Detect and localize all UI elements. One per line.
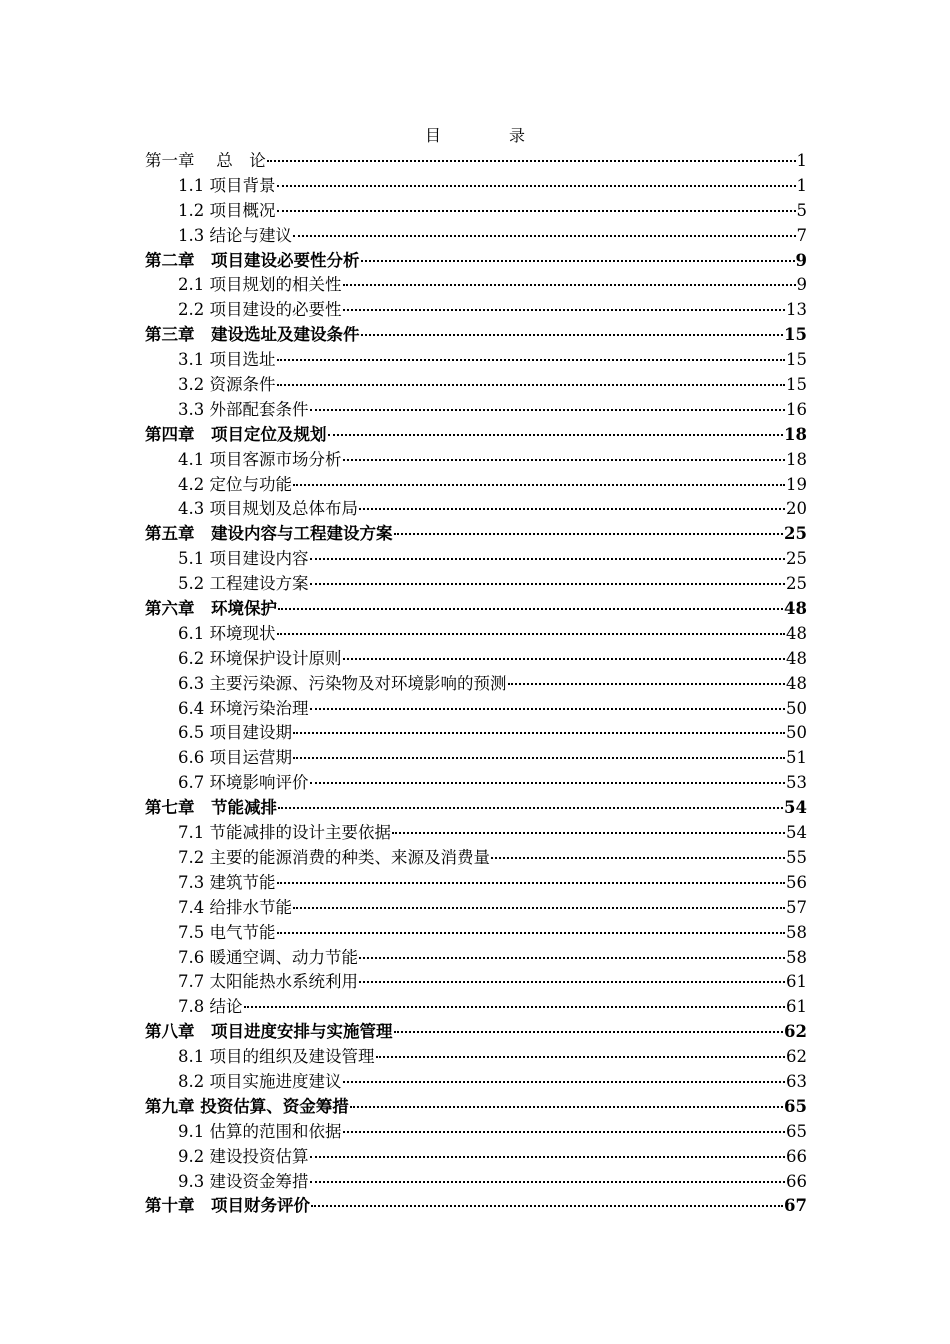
toc-entry-label: 7.1 节能减排的设计主要依据: [178, 823, 391, 843]
toc-entry-label: 第十章 项目财务评价: [145, 1196, 310, 1216]
dot-leader: [310, 405, 786, 411]
toc-entry-page-number: 55: [786, 847, 807, 867]
toc-entry-label: 第九章 投资估算、资金筹措: [145, 1096, 349, 1116]
toc-chapter-entry[interactable]: [145, 597, 807, 622]
toc-entry-label: 第七章 节能减排: [145, 798, 277, 818]
toc-entry-label: 9.2 建设投资估算: [178, 1146, 309, 1166]
dot-leader: [310, 778, 786, 784]
toc-chapter-entry[interactable]: [145, 1020, 807, 1045]
toc-entry-label: 8.2 项目实施进度建议: [178, 1071, 342, 1091]
toc-entry-label: 4.2 定位与功能: [178, 474, 292, 494]
toc-chapter-entry[interactable]: [145, 522, 807, 547]
dot-leader: [277, 878, 786, 884]
toc-entry-label: 9.3 建设资金筹措: [178, 1171, 309, 1191]
toc-entry-page-number: 58: [786, 922, 807, 942]
dot-leader: [293, 753, 785, 759]
toc-entry-page-number: 18: [786, 449, 807, 469]
dot-leader: [491, 853, 785, 859]
toc-entry-page-number: 25: [786, 549, 807, 569]
toc-entry-page-number: 15: [784, 325, 807, 345]
toc-entry-page-number: 67: [784, 1196, 807, 1216]
toc-section-entry[interactable]: [145, 473, 807, 498]
toc-entry-page-number: 54: [786, 823, 807, 843]
toc-entry-label: 6.1 环境现状: [178, 623, 276, 643]
toc-entry-label: 第一章 总 论: [145, 151, 266, 170]
toc-chapter-entry[interactable]: [145, 423, 807, 448]
toc-section-entry[interactable]: [145, 846, 807, 871]
toc-entry-page-number: 48: [784, 599, 807, 619]
toc-entry-page-number: 50: [786, 723, 807, 743]
toc-entry-page-number: 61: [786, 997, 807, 1017]
toc-entry-label: 第五章 建设内容与工程建设方案: [145, 524, 393, 544]
toc-entry-label: 第三章 建设选址及建设条件: [145, 325, 360, 345]
toc-entry-label: 7.6 暖通空调、动力节能: [178, 947, 358, 967]
dot-leader: [359, 504, 785, 510]
dot-leader: [267, 156, 796, 162]
dot-leader: [278, 803, 783, 809]
toc-section-entry[interactable]: [145, 970, 807, 995]
toc-entry-label: 7.8 结论: [178, 997, 243, 1017]
toc-entry-page-number: 62: [786, 1047, 807, 1067]
toc-section-entry[interactable]: [145, 771, 807, 796]
toc-section-entry[interactable]: [145, 1045, 807, 1070]
toc-entry-page-number: 53: [786, 773, 807, 793]
dot-leader: [508, 679, 786, 685]
toc-section-entry[interactable]: [145, 298, 807, 323]
table-of-contents: [145, 149, 807, 1219]
toc-section-entry[interactable]: [145, 1070, 807, 1095]
toc-entry-label: 3.3 外部配套条件: [178, 399, 309, 419]
toc-section-entry[interactable]: [145, 697, 807, 722]
toc-section-entry[interactable]: [145, 398, 807, 423]
toc-chapter-entry[interactable]: [145, 149, 807, 174]
toc-entry-page-number: 63: [786, 1071, 807, 1091]
toc-section-entry[interactable]: [145, 572, 807, 597]
dot-leader: [310, 554, 786, 560]
toc-entry-page-number: 9: [795, 250, 807, 270]
toc-section-entry[interactable]: [145, 373, 807, 398]
dot-leader: [293, 728, 785, 734]
toc-entry-page-number: 25: [784, 524, 807, 544]
toc-section-entry[interactable]: [145, 497, 807, 522]
toc-chapter-entry[interactable]: [145, 796, 807, 821]
toc-section-entry[interactable]: [145, 946, 807, 971]
toc-entry-label: 6.4 环境污染治理: [178, 698, 309, 718]
toc-entry-page-number: 18: [784, 424, 807, 444]
toc-title: 目 录: [424, 126, 551, 145]
toc-section-entry[interactable]: [145, 199, 807, 224]
toc-entry-page-number: 65: [786, 1121, 807, 1141]
toc-entry-page-number: 50: [786, 698, 807, 718]
toc-entry-label: 7.3 建筑节能: [178, 872, 276, 892]
toc-entry-page-number: 20: [786, 499, 807, 519]
toc-entry-label: 第二章 项目建设必要性分析: [145, 250, 360, 270]
dot-leader: [394, 1027, 784, 1033]
toc-section-entry[interactable]: [145, 348, 807, 373]
toc-entry-page-number: 56: [786, 872, 807, 892]
toc-entry-label: 6.3 主要污染源、污染物及对环境影响的预测: [178, 673, 507, 693]
dot-leader: [311, 1201, 783, 1207]
toc-entry-label: 6.5 项目建设期: [178, 723, 292, 743]
toc-section-entry[interactable]: [145, 448, 807, 473]
dot-leader: [277, 355, 786, 361]
toc-entry-page-number: 48: [786, 648, 807, 668]
dot-leader: [278, 604, 783, 610]
toc-entry-page-number: 61: [786, 972, 807, 992]
toc-entry-page-number: 15: [786, 350, 807, 370]
toc-chapter-entry[interactable]: [145, 249, 807, 274]
toc-entry-label: 3.1 项目选址: [178, 350, 276, 370]
toc-entry-page-number: 5: [796, 200, 807, 220]
toc-entry-page-number: 65: [784, 1096, 807, 1116]
toc-entry-page-number: 1: [796, 175, 807, 195]
dot-leader: [277, 629, 786, 635]
toc-entry-label: 6.2 环境保护设计原则: [178, 648, 342, 668]
toc-entry-label: 8.1 项目的组织及建设管理: [178, 1047, 375, 1067]
dot-leader: [310, 1177, 786, 1183]
toc-entry-label: 1.1 项目背景: [178, 175, 276, 195]
toc-entry-page-number: 48: [786, 623, 807, 643]
dot-leader: [376, 1052, 786, 1058]
toc-entry-page-number: 15: [786, 375, 807, 395]
toc-chapter-entry[interactable]: [145, 323, 807, 348]
dot-leader: [277, 380, 786, 386]
toc-section-entry[interactable]: [145, 1120, 807, 1145]
dot-leader: [394, 529, 784, 535]
toc-entry-page-number: 1: [796, 151, 807, 170]
toc-entry-page-number: 9: [796, 275, 807, 295]
toc-entry-page-number: 13: [786, 300, 807, 320]
toc-section-entry[interactable]: [145, 174, 807, 199]
toc-entry-label: 5.1 项目建设内容: [178, 549, 309, 569]
toc-entry-label: 6.6 项目运营期: [178, 748, 292, 768]
toc-section-entry[interactable]: [145, 995, 807, 1020]
toc-section-entry[interactable]: [145, 647, 807, 672]
toc-section-entry[interactable]: [145, 921, 807, 946]
dot-leader: [293, 231, 796, 237]
toc-section-entry[interactable]: [145, 672, 807, 697]
toc-section-entry[interactable]: [145, 547, 807, 572]
toc-entry-label: 6.7 环境影响评价: [178, 773, 309, 793]
dot-leader: [359, 977, 785, 983]
toc-entry-label: 1.2 项目概况: [178, 200, 276, 220]
toc-entry-label: 7.5 电气节能: [178, 922, 276, 942]
toc-entry-page-number: 19: [786, 474, 807, 494]
toc-section-entry[interactable]: [145, 273, 807, 298]
toc-entry-label: 2.2 项目建设的必要性: [178, 300, 342, 320]
toc-entry-label: 第四章 项目定位及规划: [145, 424, 327, 444]
toc-chapter-entry[interactable]: [145, 1194, 807, 1219]
dot-leader: [293, 903, 785, 909]
toc-entry-label: 1.3 结论与建议: [178, 225, 292, 245]
toc-entry-page-number: 51: [786, 748, 807, 768]
toc-section-entry[interactable]: [145, 1145, 807, 1170]
dot-leader: [361, 330, 784, 336]
dot-leader: [359, 953, 785, 959]
dot-leader: [343, 1127, 786, 1133]
toc-section-entry[interactable]: [145, 622, 807, 647]
toc-entry-label: 7.4 给排水节能: [178, 897, 292, 917]
toc-section-entry[interactable]: [145, 871, 807, 896]
toc-entry-label: 7.7 太阳能热水系统利用: [178, 972, 358, 992]
toc-entry-label: 4.1 项目客源市场分析: [178, 449, 342, 469]
toc-section-entry[interactable]: [145, 224, 807, 249]
toc-entry-label: 第六章 环境保护: [145, 599, 277, 619]
dot-leader: [350, 1102, 783, 1108]
toc-section-entry[interactable]: [145, 1170, 807, 1195]
dot-leader: [343, 305, 786, 311]
toc-entry-label: 5.2 工程建设方案: [178, 574, 309, 594]
toc-entry-page-number: 57: [786, 897, 807, 917]
dot-leader: [361, 256, 795, 262]
toc-entry-page-number: 7: [796, 225, 807, 245]
toc-section-entry[interactable]: [145, 896, 807, 921]
dot-leader: [244, 1002, 786, 1008]
dot-leader: [310, 579, 786, 585]
dot-leader: [277, 206, 796, 212]
dot-leader: [343, 654, 786, 660]
toc-entry-label: 第八章 项目进度安排与实施管理: [145, 1022, 393, 1042]
toc-entry-label: 3.2 资源条件: [178, 375, 276, 395]
toc-entry-label: 2.1 项目规划的相关性: [178, 275, 342, 295]
toc-entry-page-number: 66: [786, 1146, 807, 1166]
dot-leader: [310, 1152, 786, 1158]
toc-chapter-entry[interactable]: [145, 1095, 807, 1120]
toc-entry-page-number: 16: [786, 399, 807, 419]
toc-entry-page-number: 48: [786, 673, 807, 693]
dot-leader: [277, 928, 786, 934]
toc-entry-label: 7.2 主要的能源消费的种类、来源及消费量: [178, 847, 490, 867]
dot-leader: [343, 280, 796, 286]
dot-leader: [343, 1077, 786, 1083]
dot-leader: [277, 181, 796, 187]
toc-entry-page-number: 66: [786, 1171, 807, 1191]
toc-entry-label: 9.1 估算的范围和依据: [178, 1121, 342, 1141]
dot-leader: [328, 430, 784, 436]
toc-entry-label: 4.3 项目规划及总体布局: [178, 499, 358, 519]
dot-leader: [293, 480, 785, 486]
toc-section-entry[interactable]: [145, 746, 807, 771]
dot-leader: [343, 455, 786, 461]
toc-entry-page-number: 54: [784, 798, 807, 818]
toc-entry-page-number: 58: [786, 947, 807, 967]
dot-leader: [392, 828, 785, 834]
dot-leader: [310, 704, 786, 710]
toc-section-entry[interactable]: [145, 821, 807, 846]
toc-entry-page-number: 62: [784, 1022, 807, 1042]
toc-entry-page-number: 25: [786, 574, 807, 594]
toc-section-entry[interactable]: [145, 721, 807, 746]
